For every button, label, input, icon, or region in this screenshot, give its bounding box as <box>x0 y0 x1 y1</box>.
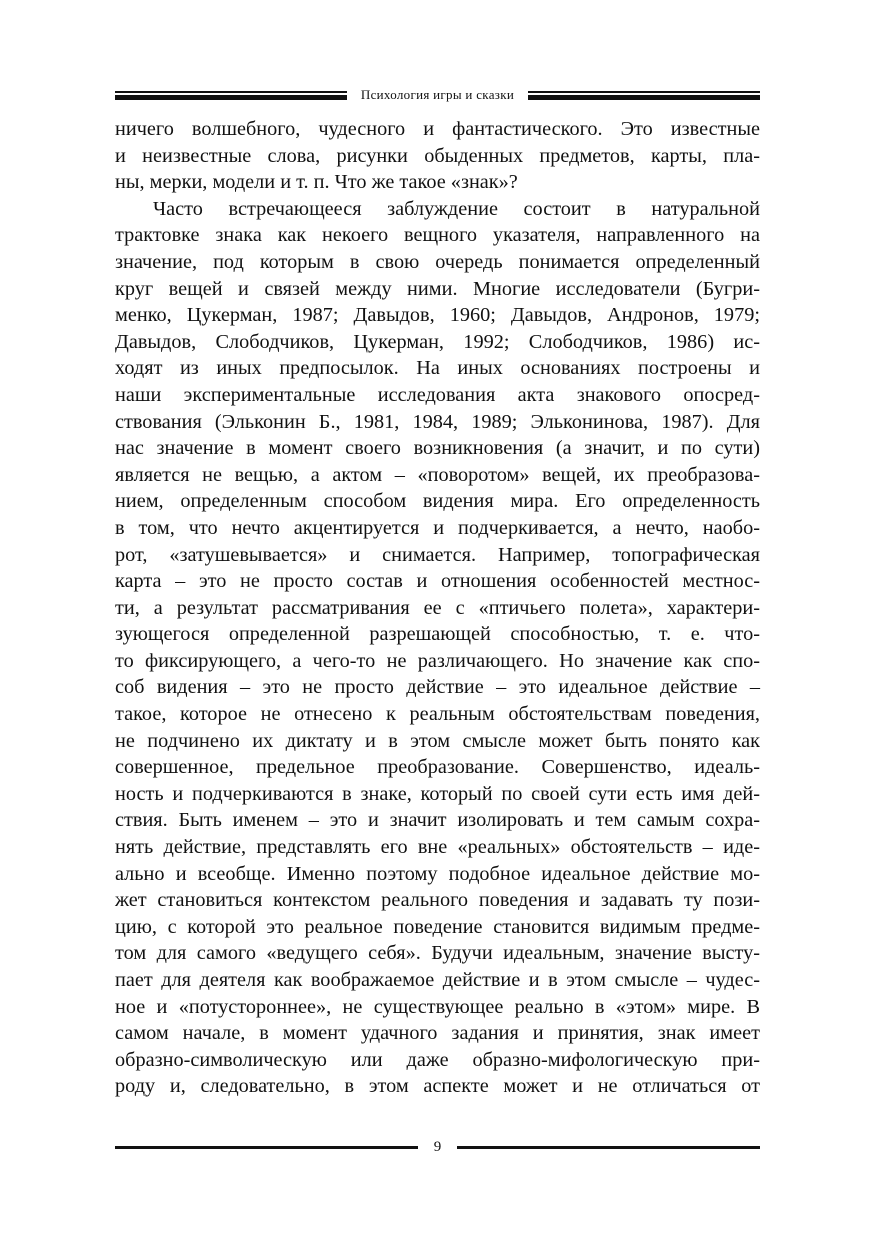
header-rule-left <box>115 91 347 100</box>
text-line: значение, под которым в свою очередь понимается определенный <box>115 250 760 273</box>
text-line: ходят из иных предпосылок. На иных основаниях построены и <box>115 357 760 380</box>
page-footer <box>115 1136 760 1158</box>
text-line: круг вещей и связей между ними. Многие исследователи (Бугри- <box>115 277 760 300</box>
text-line: цию, с которой это реальное поведение становится видимым предме- <box>115 915 760 938</box>
text-line: ность и подчеркиваются в знаке, который по своей сути есть имя дей- <box>115 782 760 805</box>
text-line: ствия. Быть именем – это и значит изолировать и тем самым сохра- <box>115 809 760 832</box>
body-text <box>115 116 760 1100</box>
text-line: ное и «потустороннее», не существующее реально в «этом» мире. В <box>115 995 760 1018</box>
text-line: зующегося определенной разрешающей способностью, т. е. что- <box>115 623 760 646</box>
text-line: нять действие, представлять его вне «реальных» обстоятельств – иде- <box>115 836 760 859</box>
text-line: наши экспериментальные исследования акта знакового опосред- <box>115 383 760 406</box>
text-line: рот, «затушевывается» и снимается. Например, топографическая <box>115 543 760 566</box>
text-line: карта – это не просто состав и отношения особенностей местнос- <box>115 570 760 593</box>
text-line: ти, а результат рассматривания ее с «птичьего полета», характери- <box>115 596 760 619</box>
text-line: менко, Цукерман, 1987; Давыдов, 1960; Давыдов, Андронов, 1979; <box>115 304 760 327</box>
text-line: такое, которое не отнесено к реальным обстоятельствам поведения, <box>115 703 760 726</box>
text-line: Часто встречающееся заблуждение состоит в натуральной <box>153 197 760 220</box>
text-line: пает для деятеля как воображаемое действие и в этом смысле – чудес- <box>115 969 760 991</box>
text-line: соб видения – это не просто действие – это идеальное действие – <box>115 676 760 699</box>
text-line: трактовке знака как некоего вещного указателя, направленного на <box>115 224 760 247</box>
text-line: и неизвестные слова, рисунки обыденных предметов, карты, пла- <box>115 144 760 167</box>
running-title: Психология игры и сказки <box>360 87 515 102</box>
text-line: нием, определенным способом видения мира. Его определенность <box>115 490 760 513</box>
text-line: роду и, следовательно, в этом аспекте может и не отличаться от <box>115 1075 760 1098</box>
text-line: ствования (Эльконин Б., 1981, 1984, 1989; Эльконинова, 1987). Для <box>115 410 760 433</box>
text-line: нас значение в момент своего возникновения (а значит, и по сути) <box>115 437 760 460</box>
text-line: совершенное, предельное преобразование. Совершенство, идеаль- <box>115 756 760 779</box>
text-line: Давыдов, Слободчиков, Цукерман, 1992; Слободчиков, 1986) ис- <box>115 330 760 353</box>
page-number: 9 <box>433 1138 442 1155</box>
paragraph <box>115 196 760 1100</box>
header-rule-right <box>528 91 760 100</box>
footer-rule-right <box>457 1146 760 1149</box>
text-line: в том, что нечто акцентируется и подчеркивается, а нечто, наобо- <box>115 516 760 539</box>
text-line: ны, мерки, модели и т. п. Что же такое «знак»? <box>115 171 518 194</box>
text-line: том для самого «ведущего себя». Будучи идеальным, значение высту- <box>115 942 760 965</box>
footer-rule-left <box>115 1146 418 1149</box>
text-line: не подчинено их диктату и в этом смысле может быть понято как <box>115 729 760 752</box>
text-line: жет становиться контекстом реального поведения и задавать ту пози- <box>115 889 760 912</box>
text-line: ничего волшебного, чудесного и фантастического. Это известные <box>115 118 760 140</box>
text-line: образно-символическую или даже образно-мифологическую при- <box>115 1048 760 1071</box>
running-header <box>115 84 760 106</box>
text-line: самом начале, в момент удачного задания и принятия, знак имеет <box>115 1022 760 1045</box>
text-line: является не вещью, а актом – «поворотом» вещей, их преобразова- <box>115 463 760 486</box>
text-line: то фиксирующего, а чего-то не различающего. Но значение как спо- <box>115 649 760 672</box>
paragraph <box>115 116 760 196</box>
text-line: ально и всеобще. Именно поэтому подобное идеальное действие мо- <box>115 862 760 885</box>
